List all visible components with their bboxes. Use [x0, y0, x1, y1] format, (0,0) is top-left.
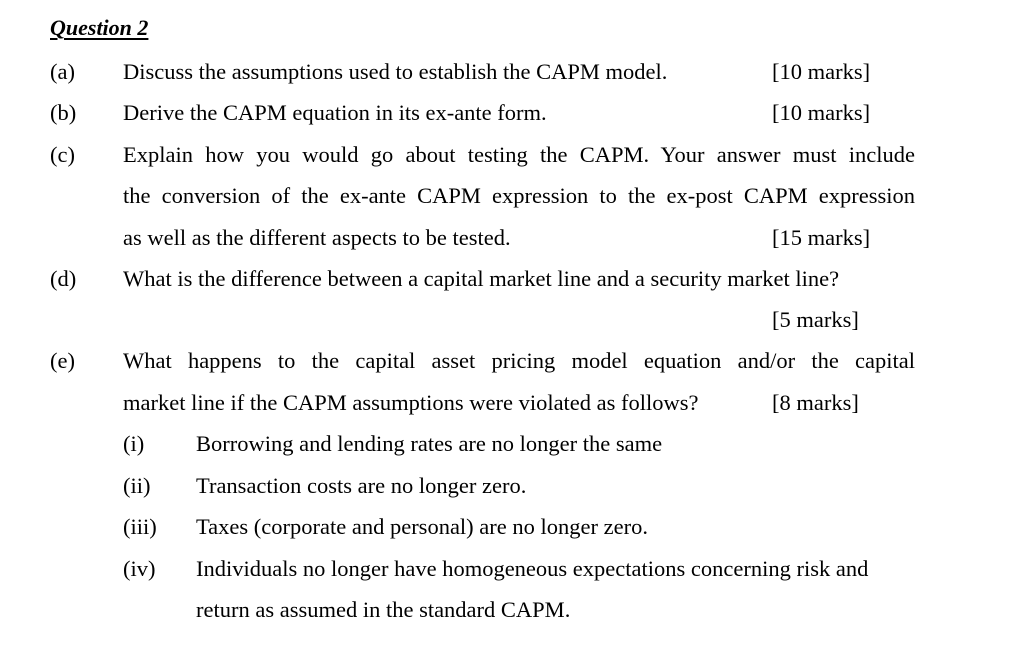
question-c-label: (c)	[50, 142, 75, 167]
question-a-line-1: Discuss the assumptions used to establish the CAPM model.	[123, 59, 668, 84]
subitem-iv-line-1: Individuals no longer have homogeneous expectations concerning risk and	[196, 556, 869, 581]
subitem-iv-line-2: return as assumed in the standard CAPM.	[196, 597, 571, 622]
question-c-line-2: the conversion of the ex-ante CAPM expression to the ex-post CAPM expression	[123, 183, 915, 208]
question-c-marks: [15 marks]	[772, 225, 871, 250]
question-b-line-1: Derive the CAPM equation in its ex-ante form.	[123, 100, 547, 125]
question-c-line-1: Explain how you would go about testing the CAPM. Your answer must include	[123, 142, 915, 167]
question-a-label: (a)	[50, 59, 75, 84]
question-e-line-2: market line if the CAPM assumptions were violated as follows?	[123, 390, 699, 415]
question-b-label: (b)	[50, 100, 77, 125]
question-c-line-3: as well as the different aspects to be tested.	[123, 225, 511, 250]
question-a-marks: [10 marks]	[772, 59, 871, 84]
question-d-label: (d)	[50, 266, 77, 291]
subitem-iv-label: (iv)	[123, 556, 156, 581]
question-e-label: (e)	[50, 348, 75, 373]
question-e-marks: [8 marks]	[772, 390, 859, 415]
subitem-iii-line-1: Taxes (corporate and personal) are no longer zero.	[196, 514, 648, 539]
question-b-marks: [10 marks]	[772, 100, 871, 125]
subitem-i-line-1: Borrowing and lending rates are no longer the same	[196, 431, 663, 456]
subitem-ii-label: (ii)	[123, 473, 151, 498]
question-e-line-1: What happens to the capital asset pricing model equation and/or the capital	[123, 348, 915, 373]
subitem-i-label: (i)	[123, 431, 145, 456]
subitem-ii-line-1: Transaction costs are no longer zero.	[196, 473, 527, 498]
question-d-marks: [5 marks]	[772, 307, 859, 332]
question-title: Question 2	[50, 15, 149, 40]
question-d-line-1: What is the difference between a capital market line and a security market line?	[123, 266, 840, 291]
subitem-iii-label: (iii)	[123, 514, 157, 539]
